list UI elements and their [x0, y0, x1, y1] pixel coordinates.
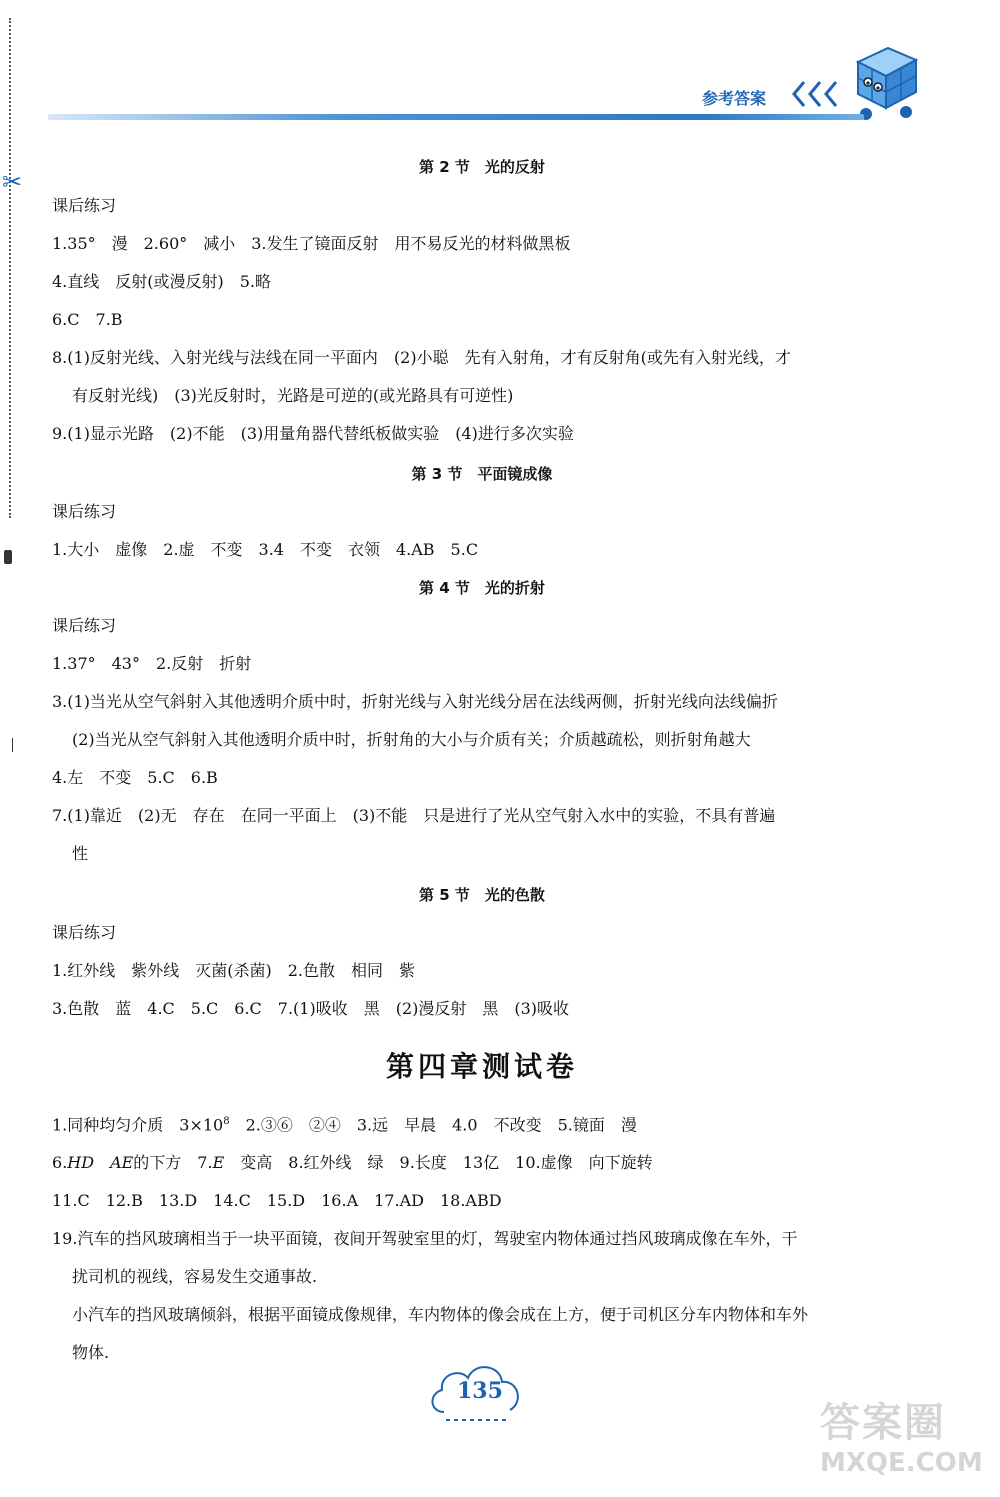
answer-line: 1.37° 43° 2.反射 折射	[52, 654, 252, 673]
cube-mascot-icon	[848, 42, 924, 122]
answer-line: 9.(1)显示光路 (2)不能 (3)用量角器代替纸板做实验 (4)进行多次实验	[52, 424, 574, 443]
answer-line: 7.(1)靠近 (2)无 存在 在同一平面上 (3)不能 只是进行了光从空气射入水中的实验，不具有普遍	[52, 806, 776, 825]
header-rule	[48, 114, 864, 120]
cut-guide-line	[9, 18, 11, 518]
chevrons-icon	[790, 78, 846, 110]
answer-line: 3.(1)当光从空气斜射入其他透明介质中时，折射光线与入射光线分居在法线两侧，折射光线向法线偏折	[52, 692, 778, 711]
section-title: 第 2 节 光的反射	[419, 158, 545, 176]
answer-line-continued: 性	[72, 844, 89, 863]
italic-symbol: AE	[110, 1153, 134, 1173]
answer-text: 6.	[52, 1153, 68, 1173]
page-number: 135	[457, 1378, 503, 1404]
answer-line-continued: (2)当光从空气斜射入其他透明介质中时，折射角的大小与介质有关；介质越疏松，则折射角越大	[72, 730, 751, 749]
answer-line: 11.C 12.B 13.D 14.C 15.D 16.A 17.AD 18.ABD	[52, 1191, 502, 1211]
section-subheading: 课后练习	[52, 502, 117, 521]
answer-line-continued: 扰司机的视线，容易发生交通事故.	[72, 1267, 318, 1287]
chapter-test-body	[52, 1103, 912, 1372]
answer-line-continued: 小汽车的挡风玻璃倾斜，根据平面镜成像规律，车内物体的像会成在上方，便于司机区分车内物体和车外	[72, 1305, 809, 1325]
section-4-body	[52, 607, 912, 873]
answer-line-continued: 物体.	[72, 1343, 110, 1363]
italic-symbol: E	[212, 1153, 225, 1173]
answer-line: 4.左 不变 5.C 6.B	[52, 768, 218, 787]
answer-line: 8.(1)反射光线、入射光线与法线在同一平面内 (2)小聪 先有入射角，才有反射角(或先有入射光线，才	[52, 348, 791, 367]
answer-line: 6.C 7.B	[52, 310, 123, 329]
answer-line	[52, 1144, 912, 1182]
section-title: 第 3 节 平面镜成像	[411, 465, 553, 483]
answer-line: 1.大小 虚像 2.虚 不变 3.4 不变 衣领 4.AB 5.C	[52, 540, 479, 559]
section-subheading: 课后练习	[52, 923, 117, 942]
section-3	[52, 455, 912, 493]
answer-line: 1.35° 漫 2.60° 减小 3.发生了镜面反射 用不易反光的材料做黑板	[52, 234, 571, 253]
section-2-body	[52, 187, 912, 453]
watermark	[820, 1400, 995, 1490]
answer-line: 3.色散 蓝 4.C 5.C 6.C 7.(1)吸收 黑 (2)漫反射 黑 (3)吸收	[52, 999, 570, 1018]
section-title: 第 5 节 光的色散	[419, 886, 545, 904]
chapter-title: 第四章测试卷	[385, 1050, 578, 1083]
header-label: 参考答案	[702, 89, 767, 108]
section-4	[52, 569, 912, 607]
answer-line: 1.红外线 紫外线 灭菌(杀菌) 2.色散 相同 紫	[52, 961, 416, 980]
answer-line-continued: 有反射光线) (3)光反射时，光路是可逆的(或光路具有可逆性)	[72, 386, 514, 405]
scissors-icon: ✂	[2, 168, 23, 196]
italic-symbol: HD	[67, 1153, 95, 1173]
section-subheading: 课后练习	[52, 616, 117, 635]
answer-line	[52, 1103, 912, 1144]
section-2	[52, 148, 912, 186]
exponent: 8	[223, 1116, 230, 1127]
cut-mark-icon	[4, 550, 12, 564]
section-subheading: 课后练习	[52, 196, 117, 215]
section-title: 第 4 节 光的折射	[419, 579, 545, 597]
answer-text: 2.③⑥ ②④ 3.远 早晨 4.0 不改变 5.镜面 漫	[229, 1115, 637, 1135]
watermark-cn: 答案圈	[820, 1400, 946, 1446]
chapter-test	[52, 1037, 912, 1097]
tick-mark	[12, 738, 13, 752]
watermark-en: MXQE.COM	[820, 1448, 983, 1478]
section-5	[52, 876, 912, 914]
answer-line: 4.直线 反射(或漫反射) 5.略	[52, 272, 272, 291]
section-5-body	[52, 914, 912, 1028]
answer-text	[94, 1153, 110, 1172]
section-3-body	[52, 493, 912, 569]
answer-text: 1.同种均匀介质 3×10	[52, 1115, 224, 1135]
answer-line: 19.汽车的挡风玻璃相当于一块平面镜，夜间开驾驶室里的灯，驾驶室内物体通过挡风玻璃成像在车外，干	[52, 1229, 798, 1249]
answer-text: 的下方 7.	[133, 1153, 213, 1173]
answer-text: 变高 8.红外线 绿 9.长度 13亿 10.虚像 向下旋转	[224, 1153, 653, 1173]
